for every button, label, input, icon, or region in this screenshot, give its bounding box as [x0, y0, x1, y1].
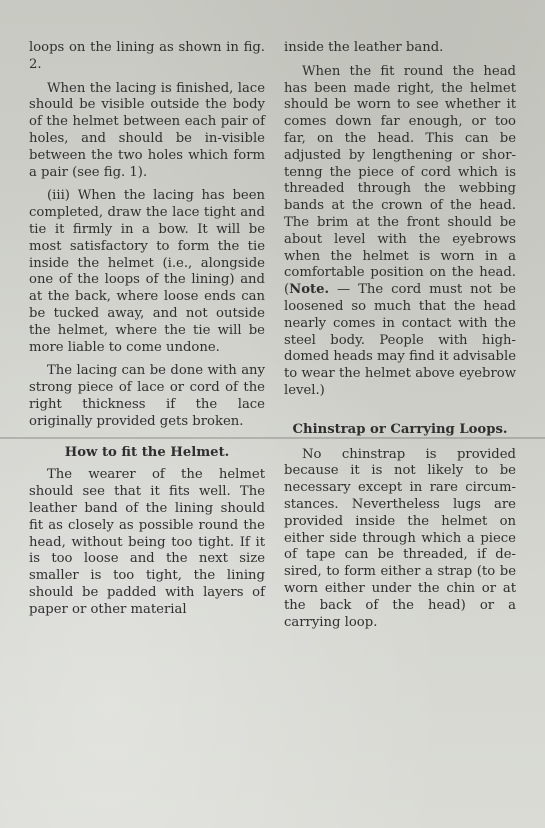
note-label: Note. [289, 282, 330, 298]
paragraph-lace-replacement: The lacing can be done with any strong piece of lace or cord of the right thickness if the lace originally provided gets broken. [29, 363, 265, 429]
left-column [29, 40, 265, 626]
note-text: — The cord must not be loosened so much that the head nearly comes in contact with the steel body. People with high-domed heads may find it advisable to wear the helmet above eyebrow level.) [284, 282, 516, 398]
paragraph-leather-band: inside the leather band. [284, 40, 444, 55]
heading-chinstrap: Chinstrap or Carrying Loops. [292, 421, 508, 437]
right-column [284, 40, 516, 638]
paragraph-lacing-finished: When the lacing is finished, lace should be visible outside the body of the helmet between each pair of holes, and should be in-visible between the two holes which form a pair (see fig. 1). [29, 80, 265, 180]
paragraph-lacing-completed: (iii) When the lacing has been completed, draw the lace tight and tie it firmly in a bow. It will be most satisfactory to form the tie inside the helmet (i.e., alongside one of the loops of the lining) and at the back, where loose ends can be tucked away, and not outside the helmet, where the tie will be more liable to come undone. [29, 188, 265, 355]
paragraph-chinstrap: No chinstrap is provided because it is not likely to be necessary except in rare circum-stances. Nevertheless lugs are provided inside the helmet on either side through which a piece of tape can be threaded, if de-sired, to form either a strap (to be worn either under the chin or at the back of the head) or a carrying loop. [284, 446, 516, 630]
fit-adjustment-text: When the fit round the head has been made right, the helmet should be worn to see whether it comes down far enough, or too far, on the head. This can be adjusted by lengthening or shor-tenng the piece of cord which is threaded through the webbing bands at the crown of the head. The brim at the front should be about level with the eyebrows when the helmet is worn in a comfortable position on the head. ( [284, 63, 516, 298]
heading-how-to-fit: How to fit the Helmet. [64, 444, 230, 460]
paragraph-fit-wearer: The wearer of the helmet should see that it fits well. The leather band of the lining should fit as closely as possible round the head, without being too tight. If it is too loose and the next size smaller is too tight, the lining should be padded with layers of paper or other material [29, 467, 265, 617]
paragraph-fit-adjustment [284, 64, 516, 400]
paragraph-fig2-reference: loops on the lining as shown in fig. 2. [29, 40, 265, 72]
